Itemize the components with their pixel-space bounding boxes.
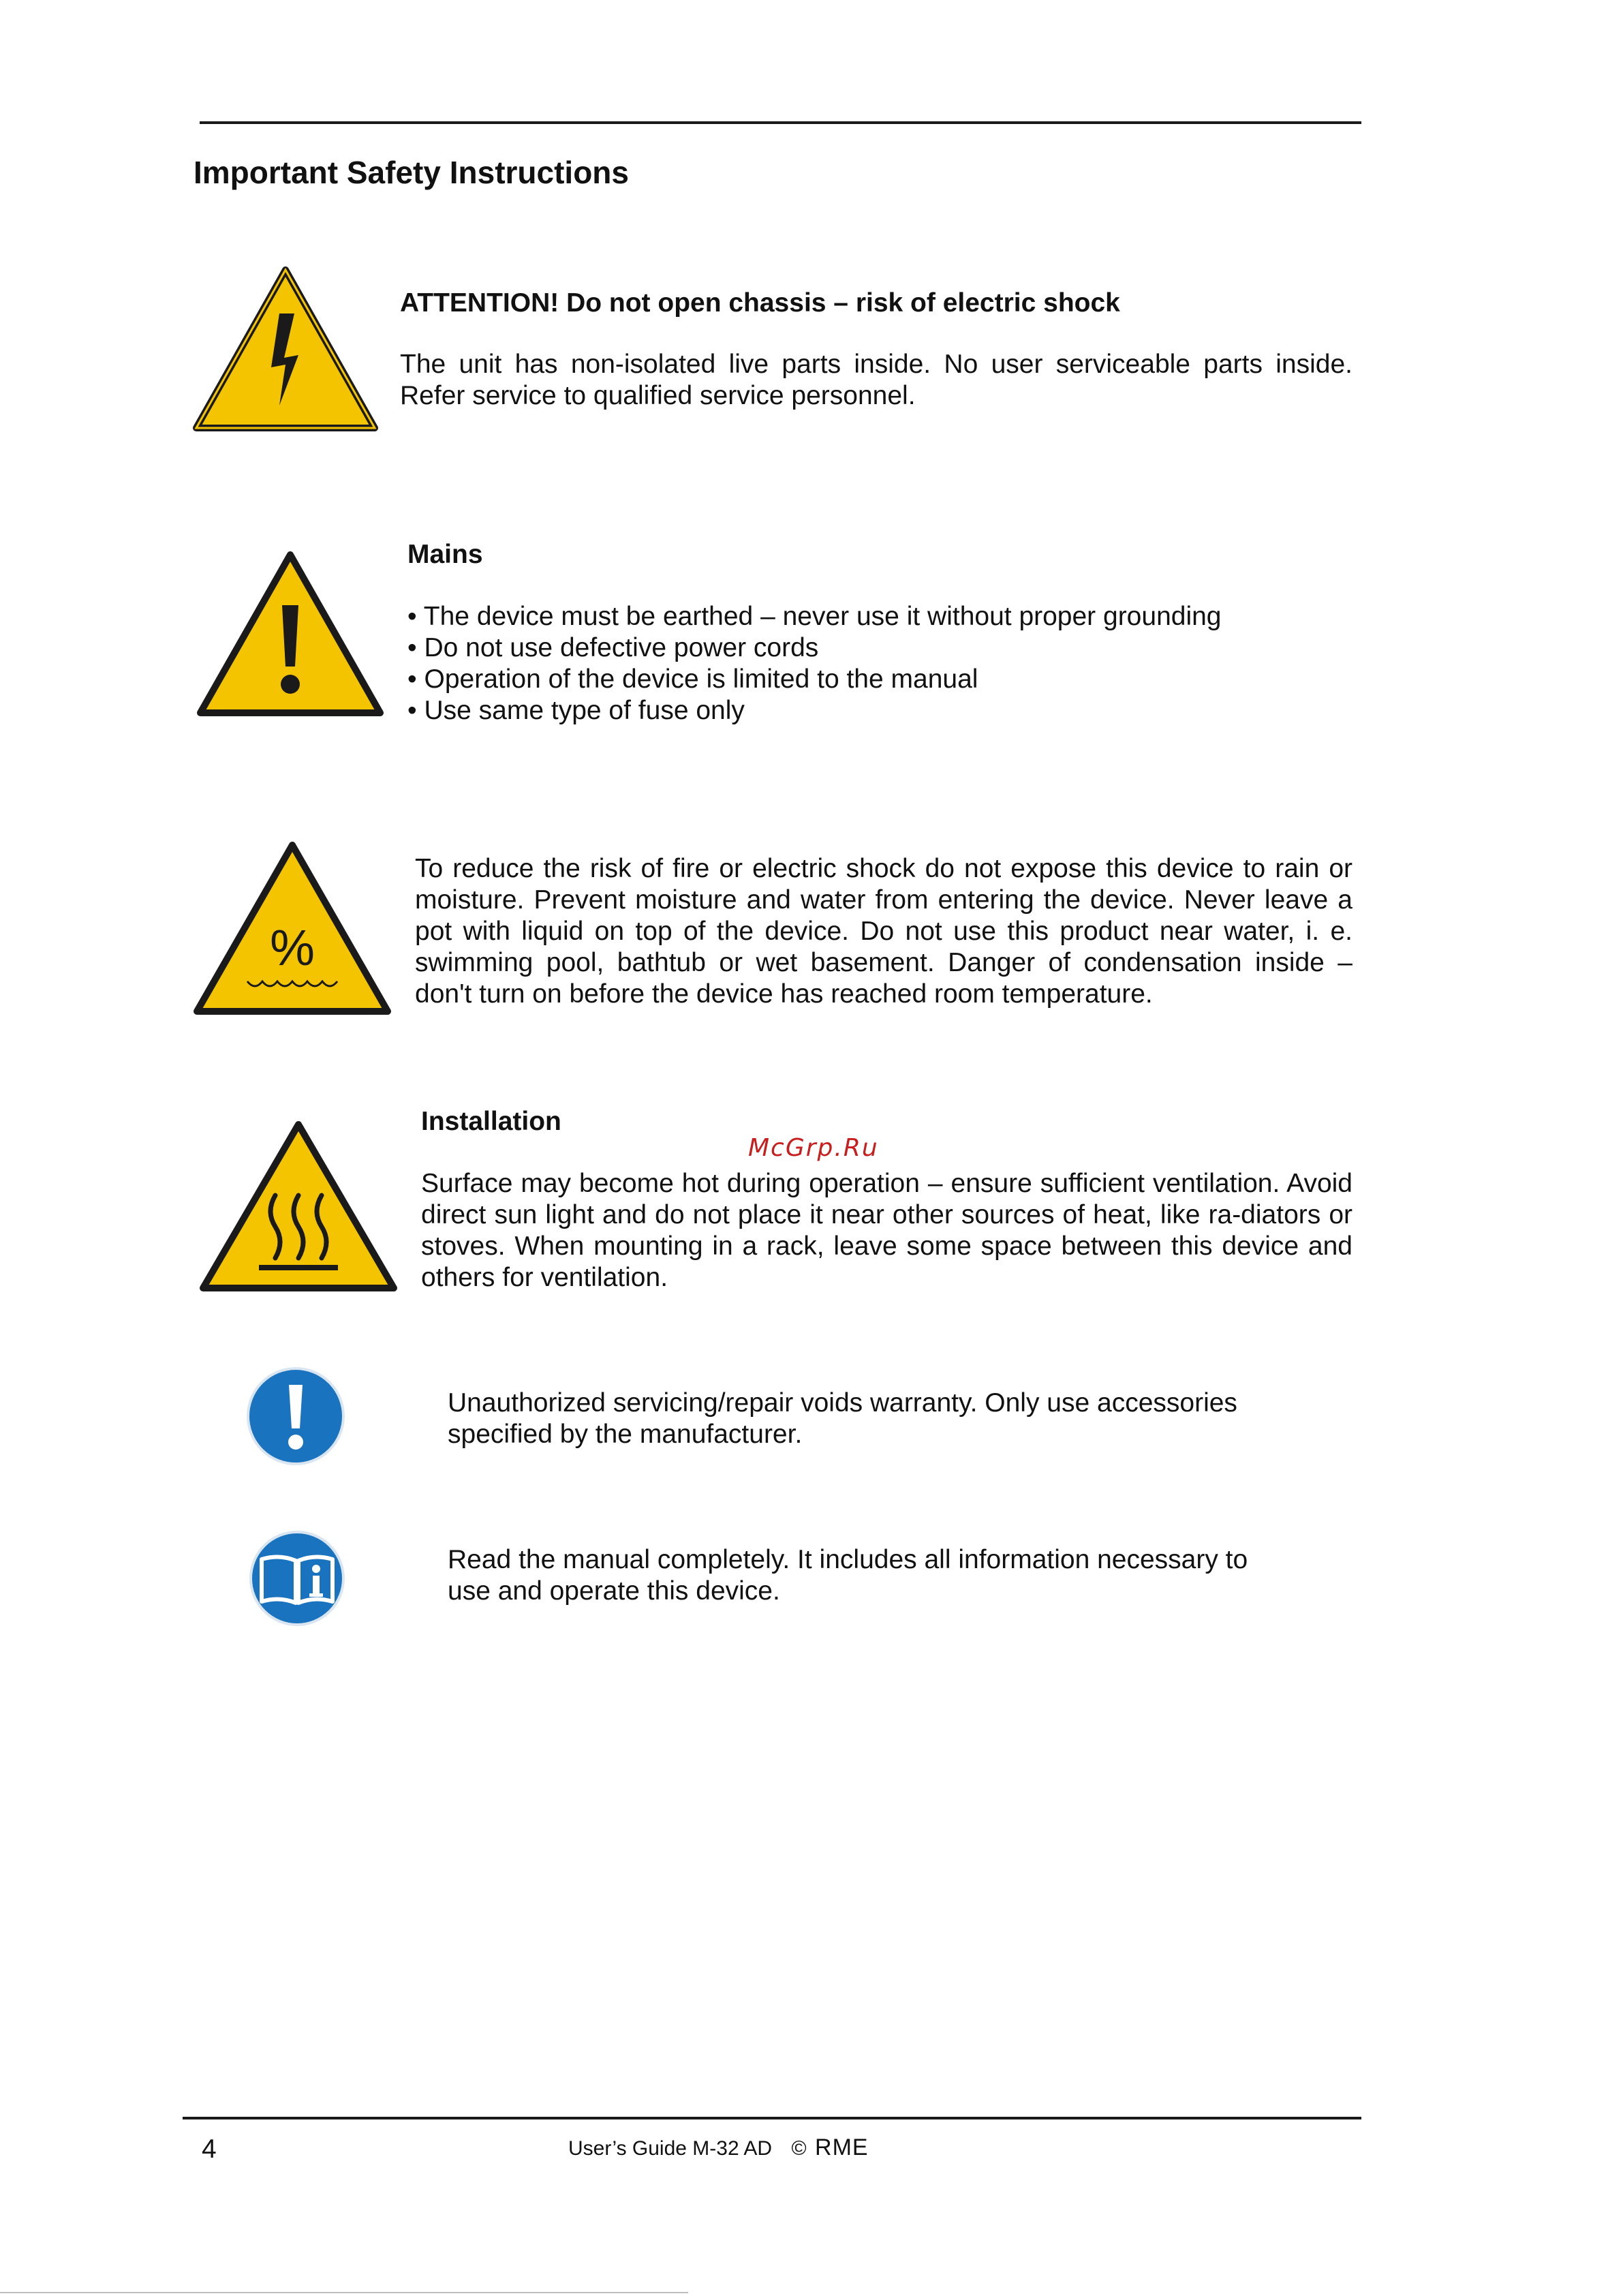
warranty-text: Unauthorized servicing/repair voids warranty. Only use accessories specified by the manufacturer. [448,1388,1237,1449]
mandatory-notice-icon [245,1366,346,1467]
electric-shock-text: The unit has non-isolated live parts inside. No user serviceable parts inside. Refer service to qualified service personnel. [400,350,1352,410]
installation-heading: Installation [421,1107,561,1136]
installation-text: Surface may become hot during operation – ensure sufficient ventilation. Avoid direct sun light and do not place it near other sources of heat, like ra-diators or stoves. When mounting in a rack, leave some space between this device and others for ventilation. [421,1169,1352,1292]
humidity-warning-icon [193,841,392,1017]
page-title: Important Safety Instructions [194,155,629,190]
footer-guide-text: User’s Guide M-32 AD [568,2137,773,2160]
mains-heading: Mains [407,540,483,569]
mains-bullet: • The device must be earthed – never use it without proper grounding [407,602,1222,631]
svg-text:%: % [270,919,315,976]
hot-surface-warning-icon [199,1120,398,1294]
footer-rule [183,2117,1361,2119]
mains-bullet: • Do not use defective power cords [407,633,819,662]
footer-caption [568,2134,869,2161]
page-edge-line [0,2292,688,2293]
watermark: McGrp.Ru [748,1134,879,1162]
footer-copyright: © [791,2137,807,2160]
general-warning-icon [196,551,384,718]
electric-shock-heading: ATTENTION! Do not open chassis – risk of electric shock [400,288,1120,318]
mains-bullet: • Operation of the device is limited to the manual [407,664,978,694]
mains-list [407,601,1222,726]
page-number: 4 [202,2134,217,2164]
moisture-text: To reduce the risk of fire or electric shock do not expose this device to rain or moisture. Prevent moisture and water from entering the device. Never leave a pot with liquid on top of the device. Do not use this product near water, i. e. swimming pool, bathtub or wet basement. Danger of condensation inside – don't turn on before the device has reached room temperature. [415,854,1352,1009]
footer-brand: RME [815,2134,869,2160]
electric-shock-warning-icon [192,266,379,433]
header-rule [200,121,1361,124]
manual-text: Read the manual completely. It includes all information necessary to use and operate this device. [448,1545,1248,1606]
read-manual-icon [248,1529,346,1627]
mains-bullet: • Use same type of fuse only [407,696,745,725]
